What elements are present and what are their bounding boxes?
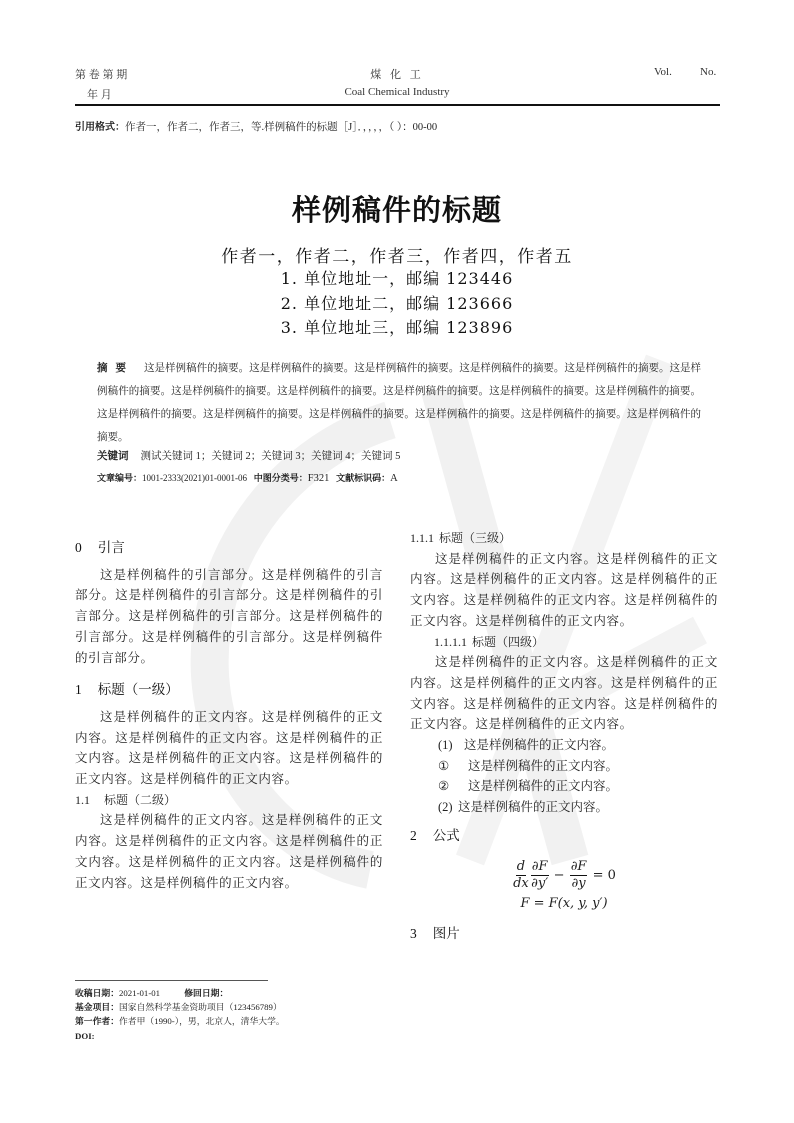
list-marker: ① xyxy=(438,758,450,773)
section-title: 图片 xyxy=(432,926,460,943)
received-label: 收稿日期： xyxy=(75,989,119,999)
list-text: 这是样例稿件的正文内容。 xyxy=(468,758,619,773)
abstract-text: 这是样例稿件的摘要。这是样例稿件的摘要。这是样例稿件的摘要。这是样例稿件的摘要。这是样例稿件的摘要。这是样例稿件的摘要。这是样例稿件的摘要。这是样例稿件的摘要。这是样例稿件的摘要。这是样例稿件的摘要。这是样例稿件的摘要。这是样例稿件的摘要。这是样例稿件的摘要。这是样例稿件的摘要。这是样例稿件的摘要。这是样例稿件的摘要。这是样例稿件的摘要。 xyxy=(97,363,702,443)
section-number: 1 xyxy=(75,682,82,698)
journal-name-cn: 煤 化 工 xyxy=(370,69,424,81)
section-heading-intro xyxy=(75,538,383,559)
affiliation-2: 2. 单位地址二，邮编 123666 xyxy=(280,294,514,313)
section-number: 2 xyxy=(410,827,417,843)
section-number: 3 xyxy=(410,926,417,942)
list-marker: (2) xyxy=(438,800,453,815)
citation-label: 引用格式： xyxy=(75,122,125,133)
keywords-label: 关键词 xyxy=(97,450,129,462)
header-rule xyxy=(75,104,720,106)
fraction xyxy=(513,859,529,892)
footnote-fund xyxy=(75,1000,282,1013)
section-heading-1-1-1 xyxy=(410,528,718,549)
footnote-rule xyxy=(75,980,268,981)
received-date: 2021-01-01 xyxy=(119,988,161,998)
journal-name-en: Coal Chemical Industry xyxy=(344,86,450,98)
volume-issue: 第 卷 第 期 xyxy=(75,69,128,81)
footnote-doi xyxy=(75,1031,95,1041)
clc-label: 中图分类号： xyxy=(253,474,308,484)
numerator: d xyxy=(516,858,526,874)
denominator: ∂y′ xyxy=(531,875,549,891)
left-column xyxy=(75,538,383,893)
list-item xyxy=(410,776,718,797)
affiliation-3: 3. 单位地址三，邮编 123896 xyxy=(280,318,514,337)
paper-title: 样例稿件的标题 xyxy=(291,193,502,227)
fraction xyxy=(570,859,588,892)
section-heading-2 xyxy=(410,826,718,847)
intro-paragraph: 这是样例稿件的引言部分。这是样例稿件的引言部分。这是样例稿件的引言部分。这是样例稿件的引言部分。这是样例稿件的引言部分。这是样例稿件的引言部分。这是样例稿件的引言部分。这是样例稿件的引言部分。 xyxy=(75,567,383,665)
doc-code-value: A xyxy=(390,473,398,484)
section-number: 1.1.1.1 xyxy=(434,634,467,649)
formula-euler-lagrange xyxy=(410,859,718,892)
list-text: 这是样例稿件的正文内容。 xyxy=(464,738,615,753)
numerator: ∂F xyxy=(570,858,587,874)
keywords xyxy=(97,448,400,463)
section-title: 公式 xyxy=(432,827,460,844)
affiliation-1: 1. 单位地址一，邮编 123446 xyxy=(280,269,514,288)
article-no: 1001-2333(2021)01-0001-06 xyxy=(142,473,248,483)
section-1-1-paragraph: 这是样例稿件的正文内容。这是样例稿件的正文内容。这是样例稿件的正文内容。这是样例稿件的正文内容。这是样例稿件的正文内容。这是样例稿件的正文内容。这是样例稿件的正文内容。 xyxy=(75,813,383,890)
article-meta xyxy=(97,471,398,484)
abstract-label: 摘要 xyxy=(97,362,135,374)
section-title: 标题（二级） xyxy=(104,792,177,807)
clc-value: F321 xyxy=(307,473,330,484)
doi-label: DOI: xyxy=(75,1031,95,1041)
citation xyxy=(75,118,437,134)
keywords-text: 测试关键词 1；关键词 2；关键词 3；关键词 4；关键词 5 xyxy=(140,451,401,462)
section-number: 0 xyxy=(75,540,82,555)
section-heading-1-1 xyxy=(75,790,383,811)
list-marker: (1) xyxy=(438,738,453,753)
first-author-label: 第一作者： xyxy=(75,1017,119,1027)
list-item xyxy=(410,735,718,756)
section-heading-1-1-1-1 xyxy=(410,632,718,653)
fund-text: 国家自然科学基金资助项目（123456789） xyxy=(119,1002,282,1012)
no-label: No. xyxy=(700,66,717,78)
authors: 作者一，作者二，作者三，作者四，作者五 xyxy=(221,247,573,267)
abstract xyxy=(97,357,701,449)
section-1-1-1-paragraph: 这是样例稿件的正文内容。这是样例稿件的正文内容。这是样例稿件的正文内容。这是样例稿件的正文内容。这是样例稿件的正文内容。这是样例稿件的正文内容。这是样例稿件的正文内容。 xyxy=(410,551,718,628)
denominator: dx xyxy=(513,875,529,891)
section-number: 1.1.1 xyxy=(410,531,434,545)
numerator: ∂F xyxy=(531,858,548,874)
minus-sign: − xyxy=(553,867,565,883)
section-1-paragraph: 这是样例稿件的正文内容。这是样例稿件的正文内容。这是样例稿件的正文内容。这是样例稿件的正文内容。这是样例稿件的正文内容。这是样例稿件的正文内容。这是样例稿件的正文内容。 xyxy=(75,709,383,787)
fraction xyxy=(531,859,549,892)
year-month: 年 月 xyxy=(87,89,112,101)
list-text: 这是样例稿件的正文内容。 xyxy=(458,800,609,815)
first-author-text: 作者甲（1990-），男，北京人，清华大学。 xyxy=(119,1016,285,1026)
equals-zero: = 0 xyxy=(592,867,616,883)
section-heading-1 xyxy=(75,680,383,701)
citation-text: 作者一，作者二，作者三，等.样例稿件的标题［J］．，，，，（ ）：00-00 xyxy=(125,122,438,133)
footnote-dates xyxy=(75,986,228,999)
list-item xyxy=(410,756,718,777)
denominator: ∂y xyxy=(571,875,586,891)
fund-label: 基金项目： xyxy=(75,1003,119,1013)
section-1-1-1-1-paragraph: 这是样例稿件的正文内容。这是样例稿件的正文内容。这是样例稿件的正文内容。这是样例稿件的正文内容。这是样例稿件的正文内容。这是样例稿件的正文内容。这是样例稿件的正文内容。 xyxy=(410,655,718,732)
list-marker: ② xyxy=(438,779,450,794)
list-text: 这是样例稿件的正文内容。 xyxy=(468,779,619,794)
formula-function-def: F = F(x, y, y′) xyxy=(520,895,608,911)
section-title: 标题（一级） xyxy=(97,682,179,699)
list-item xyxy=(410,797,718,818)
vol-label: Vol. xyxy=(654,66,672,78)
section-number: 1.1 xyxy=(75,792,90,807)
section-title: 标题（三级） xyxy=(439,531,512,545)
article-no-label: 文章编号： xyxy=(97,474,143,484)
revised-label: 修回日期： xyxy=(184,989,229,999)
section-title: 标题（四级） xyxy=(472,634,545,649)
section-heading-3 xyxy=(410,924,718,945)
right-column xyxy=(410,528,718,945)
doc-code-label: 文献标识码： xyxy=(336,474,391,484)
footnote-first-author xyxy=(75,1014,285,1027)
section-title: 引言 xyxy=(97,540,125,556)
